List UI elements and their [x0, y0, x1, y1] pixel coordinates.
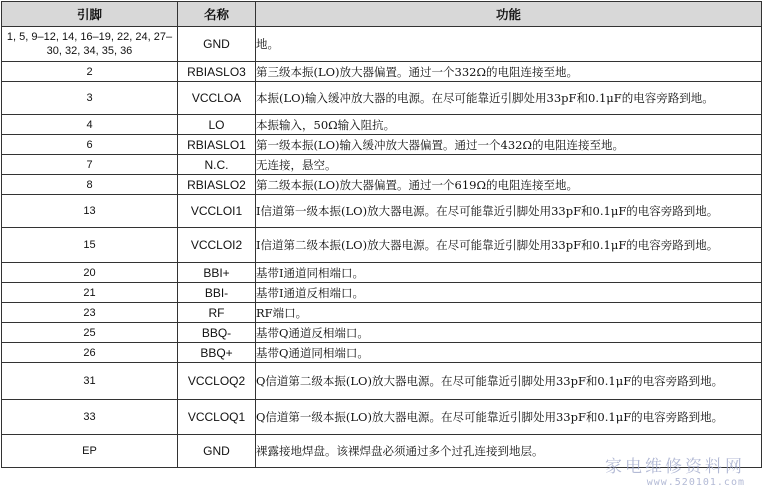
pin-cell: 31 [2, 363, 178, 400]
name-cell: BBQ- [178, 323, 256, 343]
pin-cell: 33 [2, 400, 178, 435]
function-cell: 基带I通道反相端口。 [256, 283, 762, 303]
table-row [2, 323, 762, 343]
header-function: 功能 [256, 2, 762, 27]
pin-cell: 23 [2, 303, 178, 323]
function-cell: 无连接，悬空。 [256, 155, 762, 175]
pin-function-table [1, 1, 762, 468]
header-pin: 引脚 [2, 2, 178, 27]
pin-cell: 7 [2, 155, 178, 175]
name-cell: BBI- [178, 283, 256, 303]
table-row [2, 62, 762, 82]
table-row [2, 283, 762, 303]
pin-cell: 20 [2, 263, 178, 283]
table-row [2, 135, 762, 155]
function-cell: 基带Q通道反相端口。 [256, 323, 762, 343]
pin-cell: 15 [2, 228, 178, 263]
header-name: 名称 [178, 2, 256, 27]
pin-cell: 6 [2, 135, 178, 155]
name-cell: BBI+ [178, 263, 256, 283]
function-cell: RF端口。 [256, 303, 762, 323]
name-cell: VCCLOQ2 [178, 363, 256, 400]
table-row [2, 303, 762, 323]
name-cell: N.C. [178, 155, 256, 175]
function-cell: I信道第一级本振(LO)放大器电源。在尽可能靠近引脚处用33pF和0.1μF的电容旁路到地。 [256, 195, 762, 228]
function-cell: 基带Q通道同相端口。 [256, 343, 762, 363]
watermark-url: www.520101.com [646, 477, 745, 488]
name-cell: VCCLOA [178, 82, 256, 115]
table-row [2, 400, 762, 435]
function-cell: Q信道第一级本振(LO)放大器电源。在尽可能靠近引脚处用33pF和0.1μF的电容旁路到地。 [256, 400, 762, 435]
table-row [2, 363, 762, 400]
name-cell: RBIASLO3 [178, 62, 256, 82]
function-cell: 基带I通道同相端口。 [256, 263, 762, 283]
watermark [605, 452, 745, 488]
pin-cell: 21 [2, 283, 178, 303]
function-cell: 地。 [256, 27, 762, 62]
pin-cell: 3 [2, 82, 178, 115]
watermark-text: 家电维修资料网 [605, 457, 745, 477]
function-cell: 第三级本振(LO)放大器偏置。通过一个332Ω的电阻连接至地。 [256, 62, 762, 82]
table-row [2, 82, 762, 115]
function-cell: 第一级本振(LO)输入缓冲放大器偏置。通过一个432Ω的电阻连接至地。 [256, 135, 762, 155]
pin-cell: EP [2, 435, 178, 468]
name-cell: VCCLOI1 [178, 195, 256, 228]
table-row [2, 175, 762, 195]
name-cell: VCCLOQ1 [178, 400, 256, 435]
table-row [2, 263, 762, 283]
table-row [2, 115, 762, 135]
function-cell: I信道第二级本振(LO)放大器电源。在尽可能靠近引脚处用33pF和0.1μF的电容旁路到地。 [256, 228, 762, 263]
function-cell: 本振(LO)输入缓冲放大器的电源。在尽可能靠近引脚处用33pF和0.1μF的电容旁路到地。 [256, 82, 762, 115]
table-row [2, 27, 762, 62]
function-cell: 裸露接地焊盘。该裸焊盘必须通过多个过孔连接到地层。 [256, 435, 762, 468]
table-row [2, 228, 762, 263]
pin-cell: 26 [2, 343, 178, 363]
pin-cell: 8 [2, 175, 178, 195]
name-cell: GND [178, 435, 256, 468]
function-cell: Q信道第二级本振(LO)放大器电源。在尽可能靠近引脚处用33pF和0.1μF的电容旁路到地。 [256, 363, 762, 400]
name-cell: GND [178, 27, 256, 62]
name-cell: RF [178, 303, 256, 323]
name-cell: VCCLOI2 [178, 228, 256, 263]
pin-cell: 25 [2, 323, 178, 343]
table-header-row [2, 2, 762, 27]
pin-cell: 4 [2, 115, 178, 135]
table-row [2, 343, 762, 363]
pin-cell: 13 [2, 195, 178, 228]
table-row [2, 155, 762, 175]
name-cell: BBQ+ [178, 343, 256, 363]
table-row [2, 195, 762, 228]
function-cell: 第二级本振(LO)放大器偏置。通过一个619Ω的电阻连接至地。 [256, 175, 762, 195]
name-cell: RBIASLO2 [178, 175, 256, 195]
pin-cell: 1, 5, 9–12, 14, 16–19, 22, 24, 27–30, 32, 34, 35, 36 [2, 27, 178, 62]
function-cell: 本振输入，50Ω输入阻抗。 [256, 115, 762, 135]
pin-cell: 2 [2, 62, 178, 82]
name-cell: LO [178, 115, 256, 135]
name-cell: RBIASLO1 [178, 135, 256, 155]
